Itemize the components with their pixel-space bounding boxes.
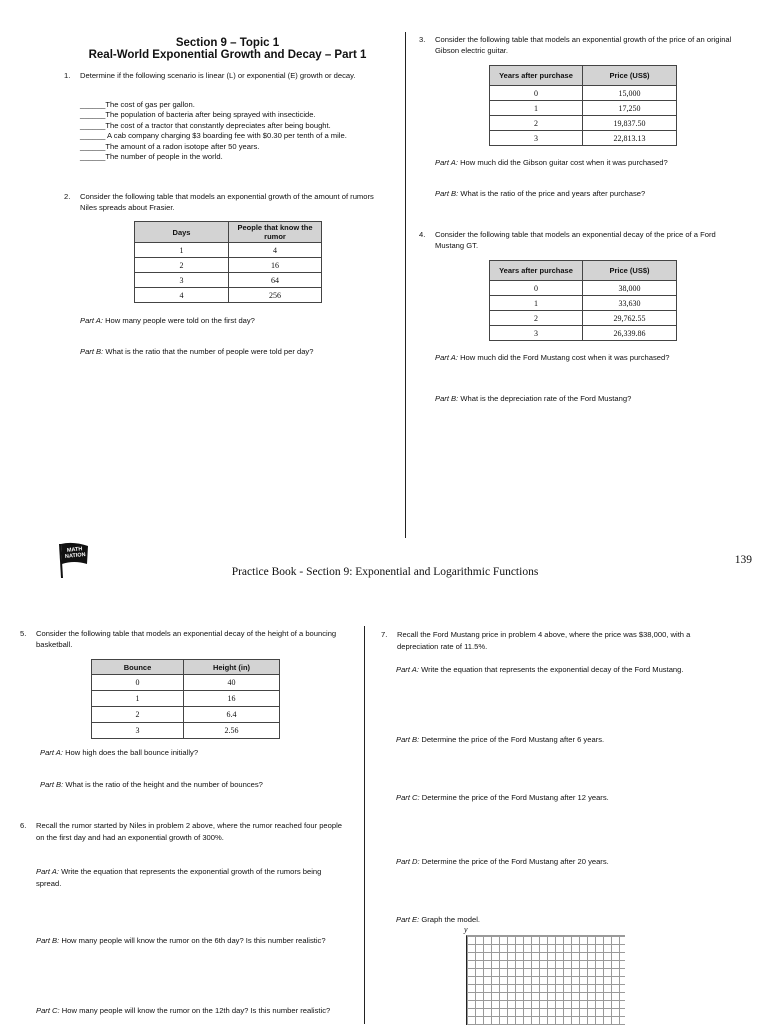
table-cell: 38,000 bbox=[583, 281, 677, 296]
part-text: How much did the Ford Mustang cost when it was purchased? bbox=[460, 353, 670, 362]
question-prompt: Recall the rumor started by Niles in problem 2 above, where the rumor reached four people on the first day and had an exponential growth of 300%. bbox=[36, 821, 343, 842]
q7-part-b bbox=[396, 735, 726, 746]
q6-part-c bbox=[36, 1005, 336, 1017]
part-label: Part B: bbox=[435, 394, 459, 403]
bounce-table bbox=[91, 659, 280, 739]
column-divider bbox=[405, 32, 406, 538]
table-header: Bounce bbox=[92, 660, 184, 675]
table-row bbox=[490, 116, 677, 131]
table-cell: 2.56 bbox=[184, 723, 280, 739]
part-text: Determine the price of the Ford Mustang after 20 years. bbox=[421, 857, 609, 866]
table-cell: 22,813.13 bbox=[583, 131, 677, 146]
part-text: How much did the Gibson guitar cost when it was purchased? bbox=[460, 158, 668, 167]
part-text: How many people were told on the first day? bbox=[105, 316, 255, 325]
part-label: Part A: bbox=[36, 867, 59, 876]
table-cell: 3 bbox=[490, 326, 583, 341]
rumor-table bbox=[134, 221, 322, 303]
table-cell: 29,762.55 bbox=[583, 311, 677, 326]
page-number: 139 bbox=[734, 554, 752, 566]
table-row bbox=[135, 243, 322, 258]
part-text: Write the equation that represents the exponential decay of the Ford Mustang. bbox=[421, 665, 684, 674]
section-heading: Section 9 – Topic 1 bbox=[175, 37, 280, 49]
question-prompt: Consider the following table that models an exponential growth of the amount of rumors Niles spreads about Frasier. bbox=[80, 192, 374, 212]
list-item: ______The number of people in the world. bbox=[80, 152, 223, 162]
table-cell: 2 bbox=[92, 707, 184, 723]
part-label: Part A: bbox=[40, 748, 63, 757]
table-row bbox=[92, 691, 280, 707]
graph-y-axis-label: y bbox=[464, 925, 468, 934]
table-cell: 64 bbox=[229, 273, 322, 288]
part-text: How many people will know the rumor on the 6th day? Is this number realistic? bbox=[61, 936, 326, 945]
table-cell: 0 bbox=[490, 281, 583, 296]
table-cell: 2 bbox=[135, 258, 229, 273]
question-prompt: Consider the following table that models an exponential decay of the height of a bouncing basketball. bbox=[36, 629, 337, 649]
question-number: 1. bbox=[64, 71, 71, 80]
q7-part-c bbox=[396, 793, 726, 804]
math-nation-logo bbox=[56, 540, 92, 582]
question-number: 3. bbox=[419, 35, 426, 44]
q7-part-a bbox=[396, 664, 706, 676]
table-header: Years after purchase bbox=[490, 261, 583, 281]
question-3 bbox=[419, 35, 739, 56]
table-cell: 16 bbox=[184, 691, 280, 707]
part-label: Part E: bbox=[396, 915, 420, 924]
question-4 bbox=[419, 230, 739, 251]
part-text: How many people will know the rumor on the 12th day? Is this number realistic? bbox=[61, 1006, 331, 1015]
table-cell: 2 bbox=[490, 116, 583, 131]
part-text: Graph the model. bbox=[421, 915, 481, 924]
q2-part-b bbox=[80, 347, 390, 358]
table-cell: 17,250 bbox=[583, 101, 677, 116]
table-cell: 1 bbox=[490, 101, 583, 116]
part-label: Part B: bbox=[80, 347, 104, 356]
table-row bbox=[92, 707, 280, 723]
question-2 bbox=[64, 192, 384, 213]
list-item: ______The cost of a tractor that constantly depreciates after being bought. bbox=[80, 120, 331, 130]
q4-part-a bbox=[435, 353, 755, 364]
table-row bbox=[490, 86, 677, 101]
part-label: Part B: bbox=[40, 780, 64, 789]
part-text: What is the ratio of the height and the number of bounces? bbox=[65, 780, 263, 789]
question-number: 2. bbox=[64, 192, 71, 201]
table-header: Days bbox=[135, 222, 229, 243]
table-cell: 2 bbox=[490, 311, 583, 326]
q7-part-d bbox=[396, 857, 726, 868]
q3-part-b bbox=[435, 189, 755, 200]
part-label: Part A: bbox=[435, 158, 458, 167]
table-cell: 40 bbox=[184, 675, 280, 691]
part-label: Part A: bbox=[435, 353, 458, 362]
column-divider bbox=[364, 626, 365, 1024]
page-title: Real-World Exponential Growth and Decay – Part 1 bbox=[88, 49, 367, 61]
part-label: Part D: bbox=[396, 857, 420, 866]
part-text: How high does the ball bounce initially? bbox=[65, 748, 199, 757]
graph-grid bbox=[466, 935, 625, 1025]
part-label: Part A: bbox=[396, 665, 419, 674]
question-prompt: Consider the following table that models an exponential growth of the price of an original Gibson electric guitar. bbox=[435, 35, 732, 55]
q2-part-a bbox=[80, 316, 390, 327]
table-row bbox=[490, 311, 677, 326]
list-item: ______The amount of a radon isotope after 50 years. bbox=[80, 141, 260, 151]
table-cell: 4 bbox=[229, 243, 322, 258]
logo-text: MATH NATION bbox=[64, 546, 86, 561]
table-cell: 1 bbox=[135, 243, 229, 258]
part-label: Part A: bbox=[80, 316, 103, 325]
table-row bbox=[490, 326, 677, 341]
q3-part-a bbox=[435, 158, 755, 169]
scenario-list bbox=[80, 100, 380, 162]
table-header: People that know the rumor bbox=[229, 222, 322, 243]
table-row bbox=[490, 131, 677, 146]
table-row bbox=[92, 723, 280, 739]
question-7 bbox=[381, 629, 721, 653]
table-cell: 16 bbox=[229, 258, 322, 273]
part-label: Part B: bbox=[396, 735, 420, 744]
table-cell: 6.4 bbox=[184, 707, 280, 723]
part-text: What is the ratio of the price and years after purchase? bbox=[460, 189, 646, 198]
table-cell: 0 bbox=[490, 86, 583, 101]
table-cell: 256 bbox=[229, 288, 322, 303]
part-label: Part B: bbox=[36, 936, 60, 945]
part-label: Part C: bbox=[36, 1006, 60, 1015]
part-text: What is the depreciation rate of the Ford Mustang? bbox=[460, 394, 632, 403]
question-6 bbox=[20, 820, 346, 844]
table-cell: 0 bbox=[92, 675, 184, 691]
part-text: Determine the price of the Ford Mustang after 12 years. bbox=[421, 793, 609, 802]
table-header: Price (US$) bbox=[583, 261, 677, 281]
table-row bbox=[135, 258, 322, 273]
guitar-price-table bbox=[489, 65, 677, 146]
table-row bbox=[92, 675, 280, 691]
table-cell: 4 bbox=[135, 288, 229, 303]
mustang-price-table bbox=[489, 260, 677, 341]
question-1 bbox=[64, 71, 390, 82]
page-footer: Practice Book - Section 9: Exponential and Logarithmic Functions bbox=[231, 566, 539, 578]
table-cell: 15,000 bbox=[583, 86, 677, 101]
question-number: 4. bbox=[419, 230, 426, 239]
table-row bbox=[490, 101, 677, 116]
table-row bbox=[135, 288, 322, 303]
part-text: Write the equation that represents the exponential growth of the rumors being spread. bbox=[36, 867, 322, 888]
list-item: ______The cost of gas per gallon. bbox=[80, 100, 195, 109]
part-text: What is the ratio that the number of people were told per day? bbox=[105, 347, 314, 356]
table-row bbox=[135, 273, 322, 288]
table-header: Price (US$) bbox=[583, 66, 677, 86]
table-row bbox=[490, 296, 677, 311]
list-item: ______ A cab company charging $3 boarding fee with $0.30 per tenth of a mile. bbox=[80, 131, 347, 141]
question-prompt: Recall the Ford Mustang price in problem 4 above, where the price was $38,000, with a depreciation rate of 11.5%. bbox=[397, 630, 691, 651]
table-cell: 26,339.86 bbox=[583, 326, 677, 341]
table-cell: 3 bbox=[135, 273, 229, 288]
table-cell: 3 bbox=[92, 723, 184, 739]
table-header: Height (in) bbox=[184, 660, 280, 675]
table-row bbox=[490, 281, 677, 296]
table-cell: 1 bbox=[490, 296, 583, 311]
question-number: 7. bbox=[381, 630, 388, 639]
list-item: ______The population of bacteria after being sprayed with insecticide. bbox=[80, 110, 316, 120]
q5-part-a bbox=[40, 748, 350, 759]
table-cell: 33,630 bbox=[583, 296, 677, 311]
q6-part-a bbox=[36, 866, 341, 889]
part-label: Part C: bbox=[396, 793, 420, 802]
table-cell: 1 bbox=[92, 691, 184, 707]
part-text: Determine the price of the Ford Mustang after 6 years. bbox=[421, 735, 605, 744]
q7-part-e bbox=[396, 915, 726, 926]
q4-part-b bbox=[435, 394, 755, 405]
question-5 bbox=[20, 629, 340, 650]
question-number: 6. bbox=[20, 821, 27, 830]
question-number: 5. bbox=[20, 629, 27, 638]
q6-part-b bbox=[36, 935, 336, 947]
table-cell: 19,837.50 bbox=[583, 116, 677, 131]
table-cell: 3 bbox=[490, 131, 583, 146]
part-label: Part B: bbox=[435, 189, 459, 198]
table-header: Years after purchase bbox=[490, 66, 583, 86]
question-prompt: Determine if the following scenario is linear (L) or exponential (E) growth or decay. bbox=[80, 71, 356, 80]
q5-part-b bbox=[40, 780, 350, 791]
question-prompt: Consider the following table that models an exponential decay of the price of a Ford Mustang GT. bbox=[435, 230, 716, 250]
